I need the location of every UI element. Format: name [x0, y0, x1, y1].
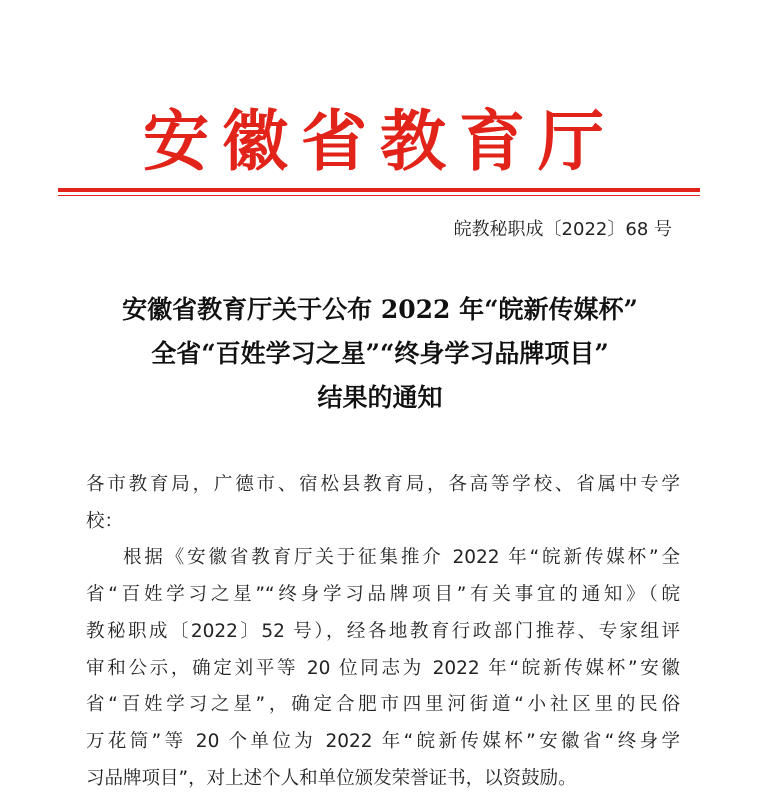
salutation-line: 校： [86, 510, 124, 532]
red-rule-thick [58, 188, 700, 192]
paragraph-line: 省“百姓学习之星”“终身学习品牌项目”有关事宜的通知》（皖 [86, 584, 680, 606]
org-masthead: 安徽省教育厅 [143, 102, 617, 180]
title-line: 安徽省教育厅关于公布 2022 年“皖新传媒杯” [122, 295, 638, 324]
notice-title [60, 288, 700, 420]
paragraph-line: 习品牌项目”，对上述个人和单位颁发荣誉证书，以资鼓励。 [86, 767, 577, 789]
notice-body [86, 467, 680, 797]
title-line: 全省“百姓学习之星”“终身学习品牌项目” [151, 339, 609, 368]
paragraph-line: 审和公示，确定刘平等 20 位同志为 2022 年“皖新传媒杯”安徽 [86, 657, 680, 679]
paragraph-line: 万花筒”等 20 个单位为 2022 年“皖新传媒杯”安徽省“终身学 [86, 730, 680, 752]
paragraph-line: 省“百姓学习之星”，确定合肥市四里河街道“小社区里的民俗 [86, 694, 680, 716]
paragraph-line: 教秘职成〔2022〕52 号），经各地教育行政部门推荐、专家组评 [86, 620, 680, 642]
paragraph-line: 根据《安徽省教育厅关于征集推介 2022 年“皖新传媒杯”全 [123, 547, 680, 569]
document-number: 皖教秘职成〔2022〕68 号 [453, 219, 672, 240]
salutation-line: 各市教育局，广德市、宿松县教育局，各高等学校、省属中专学 [86, 474, 680, 495]
title-line: 结果的通知 [317, 383, 443, 412]
red-rule-thin [58, 195, 700, 196]
